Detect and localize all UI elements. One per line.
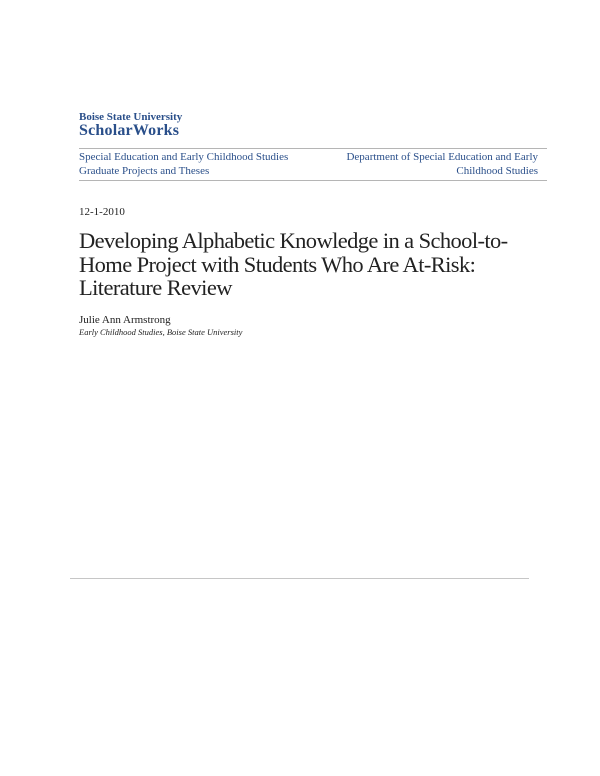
publication-date: 12-1-2010 [79,206,125,218]
author-name: Julie Ann Armstrong [79,314,171,326]
collection-link-right[interactable] [320,151,538,178]
page-divider [70,578,529,579]
header-divider-bottom [79,180,547,181]
collection-link-left-line-1: Special Education and Early Childhood Studies [79,151,289,163]
collection-link-right-line-2: Childhood Studies [456,164,538,177]
collection-link-right-line-1: Department of Special Education and Early [346,151,538,163]
collection-link-left[interactable] [79,151,309,178]
title-line-2: Home Project with Students Who Are At-Risk: [79,251,476,277]
title-line-3: Literature Review [79,275,232,300]
author-affiliation: Early Childhood Studies, Boise State University [79,327,243,337]
header-divider-top [79,148,547,149]
institution-name: Boise State University [79,111,183,123]
title-line-1: Developing Alphabetic Knowledge in a School-to- [79,228,508,253]
document-title [79,229,549,300]
collection-link-left-line-2: Graduate Projects and Theses [79,164,210,177]
repository-logo[interactable]: ScholarWorks [79,122,180,139]
